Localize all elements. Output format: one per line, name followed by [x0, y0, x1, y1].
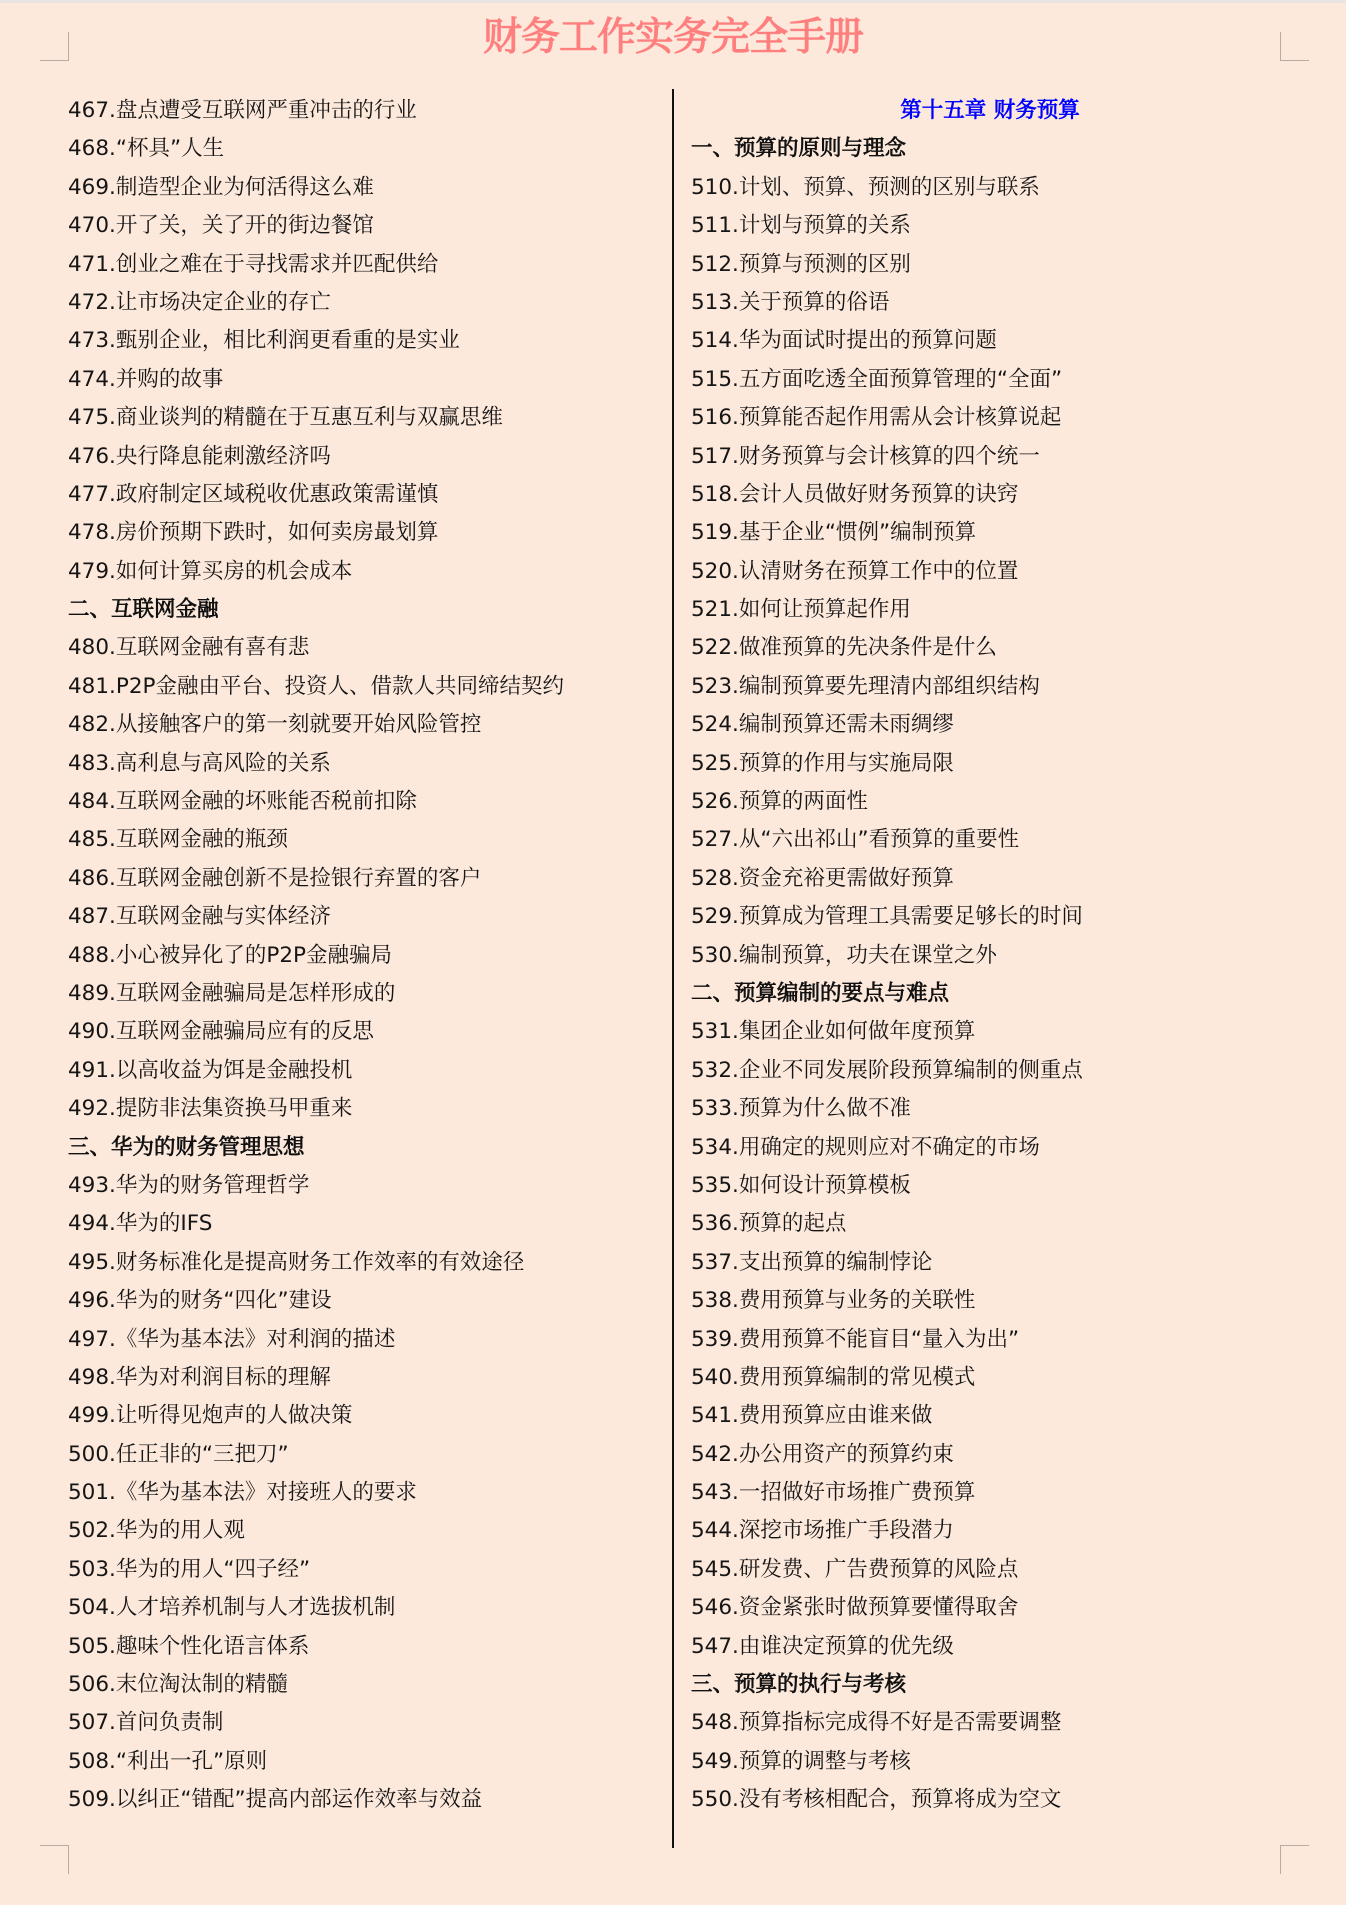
section-heading: 一、预算的原则与理念 [691, 136, 907, 162]
toc-entry: 498.华为对利润目标的理解 [68, 1364, 331, 1390]
toc-entry: 469.制造型企业为何活得这么难 [68, 174, 374, 200]
toc-entry: 519.基于企业“惯例”编制预算 [691, 520, 977, 546]
toc-entry: 488.小心被异化了的P2P金融骗局 [68, 942, 392, 968]
toc-entry: 523.编制预算要先理清内部组织结构 [691, 673, 1040, 699]
toc-entry: 545.研发费、广告费预算的风险点 [691, 1556, 1019, 1582]
toc-entry: 493.华为的财务管理哲学 [68, 1172, 310, 1198]
toc-entry: 492.提防非法集资换马甲重来 [68, 1096, 353, 1122]
toc-entry: 494.华为的IFS [68, 1211, 213, 1237]
toc-entry: 483.高利息与高风险的关系 [68, 750, 331, 776]
toc-entry: 512.预算与预测的区别 [691, 251, 911, 277]
toc-entry: 496.华为的财务“四化”建设 [68, 1288, 332, 1314]
toc-entry: 516.预算能否起作用需从会计核算说起 [691, 405, 1062, 431]
toc-entry: 486.互联网金融创新不是捡银行弃置的客户 [68, 865, 482, 891]
toc-entry: 472.让市场决定企业的存亡 [68, 289, 331, 315]
toc-entry: 508.“利出一孔”原则 [68, 1748, 268, 1774]
toc-entry: 536.预算的起点 [691, 1211, 847, 1237]
toc-entry: 538.费用预算与业务的关联性 [691, 1288, 976, 1314]
toc-entry: 495.财务标准化是提高财务工作效率的有效途径 [68, 1249, 525, 1275]
toc-entry: 544.深挖市场推广手段潜力 [691, 1518, 954, 1544]
toc-entry: 480.互联网金融有喜有悲 [68, 635, 310, 661]
toc-entry: 501.《华为基本法》对接班人的要求 [68, 1480, 417, 1506]
crop-mark-top-left [40, 32, 69, 61]
toc-entry: 543.一招做好市场推广费预算 [691, 1480, 976, 1506]
toc-entry: 533.预算为什么做不准 [691, 1096, 911, 1122]
toc-entry: 535.如何设计预算模板 [691, 1172, 911, 1198]
toc-entry: 503.华为的用人“四子经” [68, 1556, 311, 1582]
toc-entry: 484.互联网金融的坏账能否税前扣除 [68, 789, 417, 815]
toc-entry: 548.预算指标完成得不好是否需要调整 [691, 1710, 1062, 1736]
toc-entry: 509.以纠正“错配”提高内部运作效率与效益 [68, 1787, 483, 1813]
toc-entry: 481.P2P金融由平台、投资人、借款人共同缔结契约 [68, 673, 564, 699]
toc-entry: 534.用确定的规则应对不确定的市场 [691, 1134, 1040, 1160]
section-heading: 三、预算的执行与考核 [691, 1672, 907, 1698]
toc-entry: 485.互联网金融的瓶颈 [68, 827, 288, 853]
toc-entry: 531.集团企业如何做年度预算 [691, 1019, 976, 1045]
toc-right-column [691, 92, 1281, 1820]
toc-entry: 528.资金充裕更需做好预算 [691, 865, 954, 891]
section-heading: 三、华为的财务管理思想 [68, 1134, 305, 1160]
crop-mark-top-right [1280, 32, 1309, 61]
crop-mark-bottom-right [1280, 1845, 1309, 1874]
toc-entry: 500.任正非的“三把刀” [68, 1441, 289, 1467]
crop-mark-bottom-left [40, 1845, 69, 1874]
toc-entry: 521.如何让预算起作用 [691, 597, 911, 623]
toc-entry: 467.盘点遭受互联网严重冲击的行业 [68, 98, 417, 123]
section-heading: 二、预算编制的要点与难点 [691, 980, 950, 1006]
toc-entry: 471.创业之难在于寻找需求并匹配供给 [68, 251, 439, 277]
toc-entry: 468.“杯具”人生 [68, 136, 225, 162]
toc-entry: 522.做准预算的先决条件是什么 [691, 635, 997, 661]
toc-entry: 478.房价预期下跌时，如何卖房最划算 [68, 520, 439, 546]
toc-left-column [68, 92, 658, 1820]
top-edge-strip [0, 0, 1346, 3]
toc-entry: 515.五方面吃透全面预算管理的“全面” [691, 366, 1063, 392]
toc-entry: 479.如何计算买房的机会成本 [68, 558, 353, 584]
toc-entry: 526.预算的两面性 [691, 789, 868, 815]
toc-entry: 539.费用预算不能盲目“量入为出” [691, 1326, 1020, 1352]
column-divider [672, 89, 674, 1848]
toc-entry: 546.资金紧张时做预算要懂得取舍 [691, 1595, 1019, 1621]
toc-entry: 518.会计人员做好财务预算的诀窍 [691, 481, 1019, 507]
toc-entry: 482.从接触客户的第一刻就要开始风险管控 [68, 712, 482, 738]
toc-entry: 491.以高收益为饵是金融投机 [68, 1057, 353, 1083]
toc-entry: 513.关于预算的俗语 [691, 289, 890, 315]
toc-entry: 527.从“六出祁山”看预算的重要性 [691, 827, 1020, 853]
toc-entry: 489.互联网金融骗局是怎样形成的 [68, 980, 396, 1006]
toc-entry: 524.编制预算还需未雨绸缪 [691, 712, 954, 738]
toc-entry: 476.央行降息能刺激经济吗 [68, 443, 331, 469]
toc-entry: 514.华为面试时提出的预算问题 [691, 328, 997, 354]
toc-entry: 470.开了关，关了开的街边餐馆 [68, 213, 374, 239]
toc-entry: 502.华为的用人观 [68, 1518, 245, 1544]
toc-entry: 537.支出预算的编制悖论 [691, 1249, 933, 1275]
toc-entry: 517.财务预算与会计核算的四个统一 [691, 443, 1040, 469]
toc-entry: 499.让听得见炮声的人做决策 [68, 1403, 353, 1429]
toc-entry: 504.人才培养机制与人才选拔机制 [68, 1595, 396, 1621]
toc-entry: 530.编制预算，功夫在课堂之外 [691, 942, 997, 968]
toc-entry: 529.预算成为管理工具需要足够长的时间 [691, 904, 1083, 930]
chapter-heading: 第十五章 财务预算 [900, 98, 1080, 123]
toc-entry: 473.甄别企业，相比利润更看重的是实业 [68, 328, 460, 354]
toc-entry: 511.计划与预算的关系 [691, 213, 911, 239]
toc-entry: 541.费用预算应由谁来做 [691, 1403, 933, 1429]
toc-entry: 520.认清财务在预算工作中的位置 [691, 558, 1019, 584]
toc-entry: 542.办公用资产的预算约束 [691, 1441, 954, 1467]
toc-entry: 532.企业不同发展阶段预算编制的侧重点 [691, 1057, 1083, 1083]
toc-entry: 506.末位淘汰制的精髓 [68, 1672, 288, 1698]
toc-entry: 547.由谁决定预算的优先级 [691, 1633, 954, 1659]
toc-entry: 510.计划、预算、预测的区别与联系 [691, 174, 1040, 200]
document-title: 财务工作实务完全手册 [482, 15, 863, 60]
toc-entry: 475.商业谈判的精髓在于互惠互利与双赢思维 [68, 405, 503, 431]
toc-entry: 507.首问负责制 [68, 1710, 224, 1736]
toc-entry: 497.《华为基本法》对利润的描述 [68, 1326, 396, 1352]
section-heading: 二、互联网金融 [68, 597, 219, 623]
toc-entry: 525.预算的作用与实施局限 [691, 750, 954, 776]
toc-entry: 549.预算的调整与考核 [691, 1748, 911, 1774]
toc-entry: 474.并购的故事 [68, 366, 224, 392]
toc-entry: 540.费用预算编制的常见模式 [691, 1364, 976, 1390]
toc-entry: 490.互联网金融骗局应有的反思 [68, 1019, 374, 1045]
toc-entry: 550.没有考核相配合，预算将成为空文 [691, 1787, 1062, 1813]
toc-entry: 505.趣味个性化语言体系 [68, 1633, 310, 1659]
toc-entry: 487.互联网金融与实体经济 [68, 904, 331, 930]
toc-entry: 477.政府制定区域税收优惠政策需谨慎 [68, 481, 439, 507]
